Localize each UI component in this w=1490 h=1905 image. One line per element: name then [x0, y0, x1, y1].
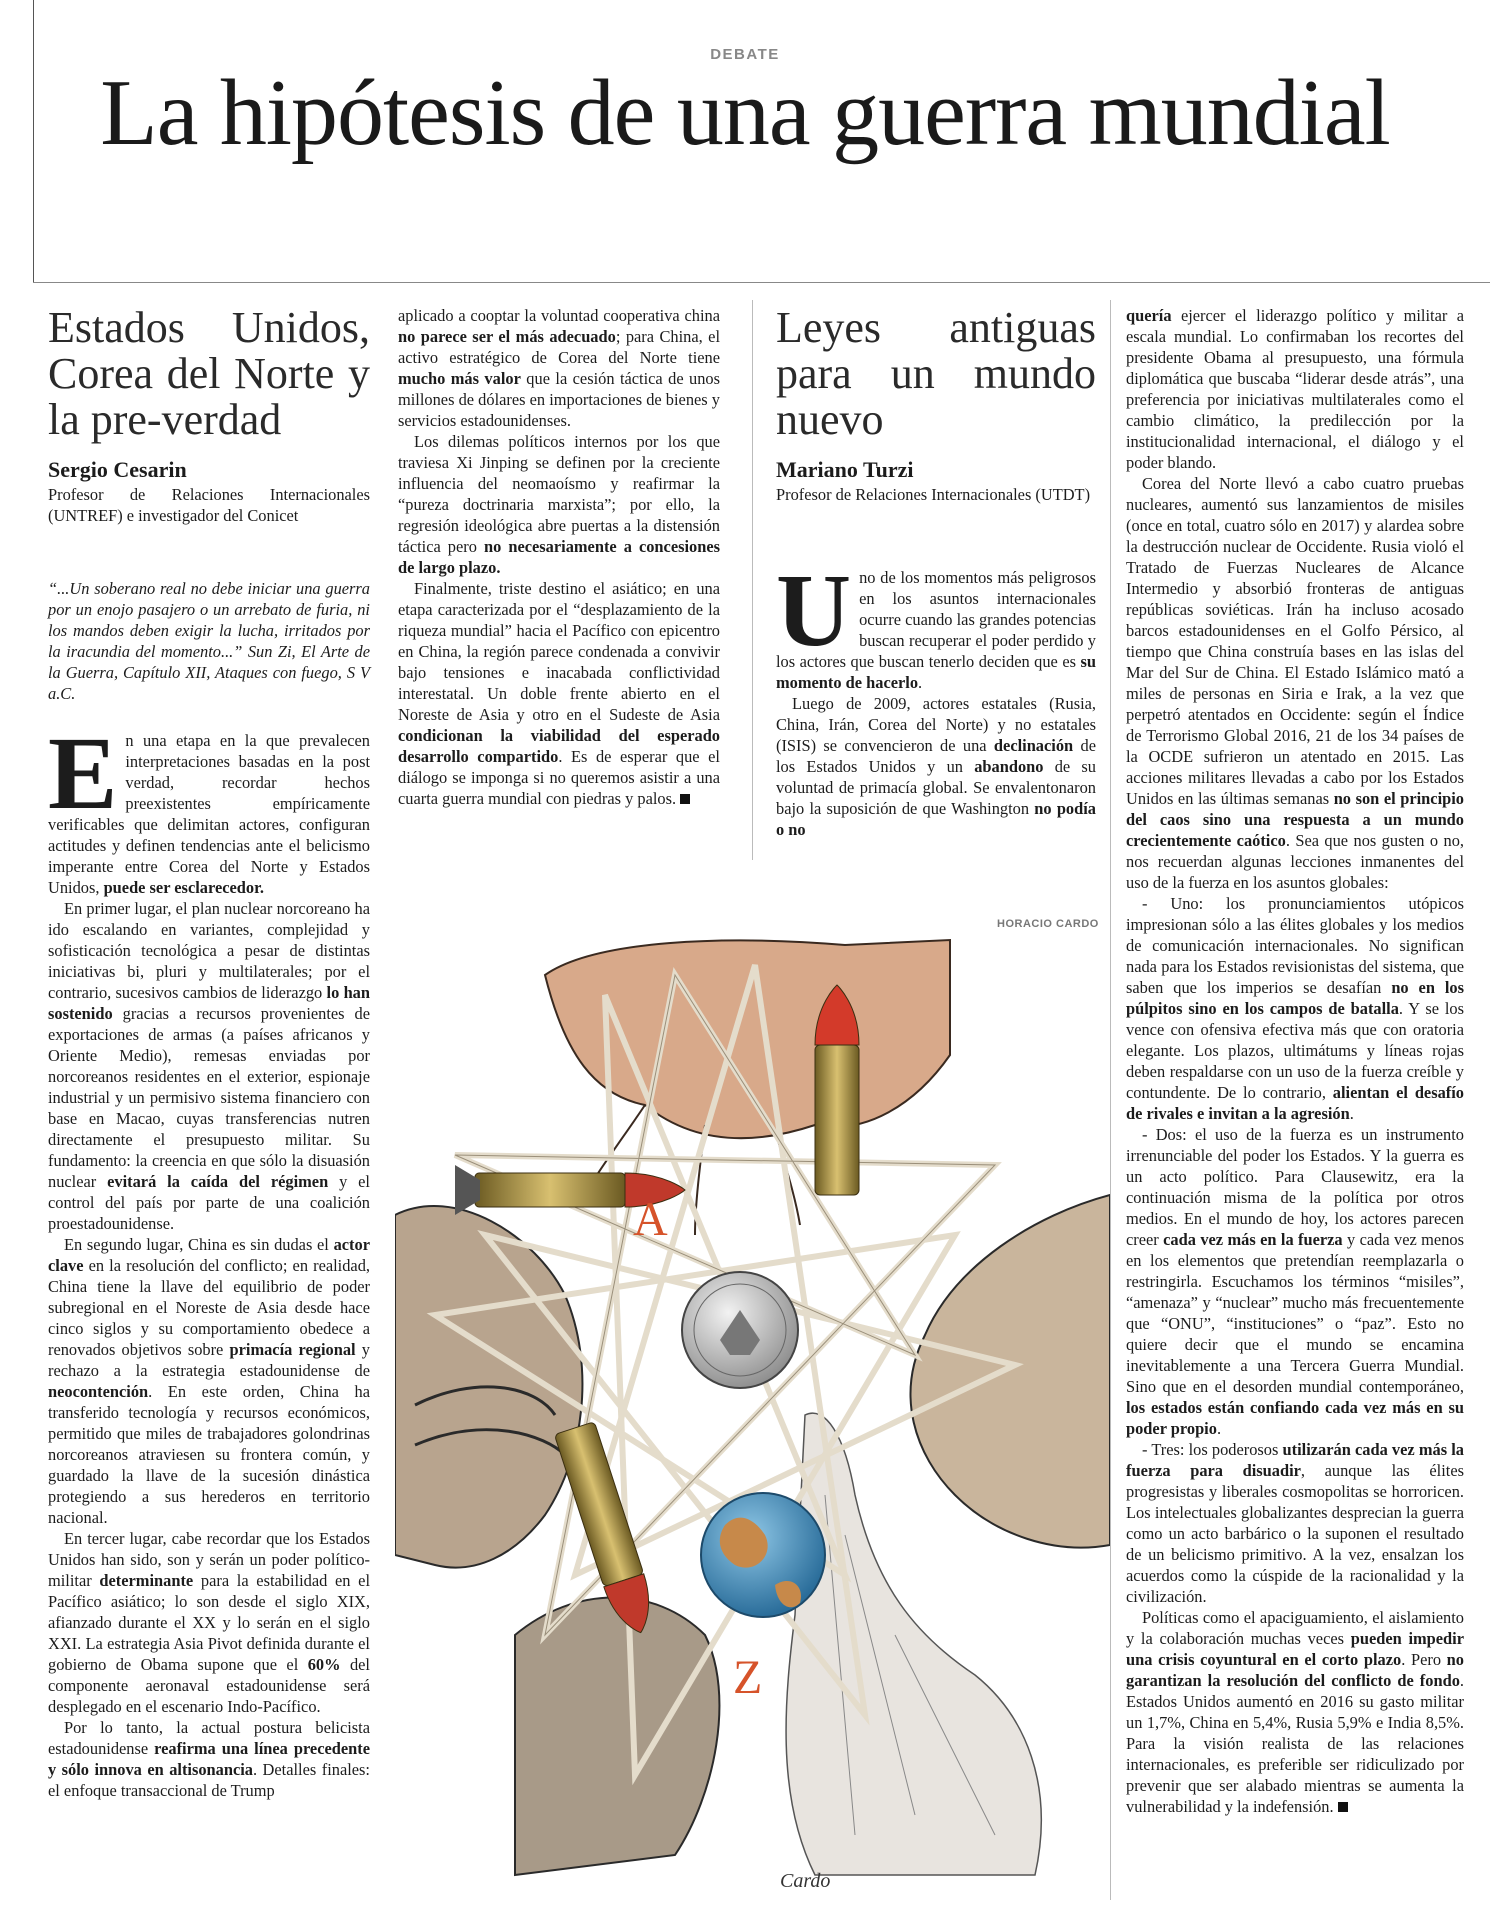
- left-article-author-desc: Profesor de Relaciones Internacionales (UNTREF) e investigador del Conicet: [48, 485, 370, 525]
- illustration: [395, 935, 1110, 1895]
- right-article-paragraph: quería ejercer el liderazgo político y militar a escala mundial. Lo confirmaban los recortes del presidente Obama al presupuesto, una fórmula diplomática que buscaba “liderar desde atrás”, una preferencia por iniciativas multilaterales como el cambio climático, la predilección por la institucionalidad internacional, el diálogo y el poder blando.: [1126, 306, 1464, 472]
- end-mark: [680, 794, 690, 804]
- column-divider: [1110, 300, 1111, 1900]
- left-article-paragraph: Los dilemas políticos internos por los que traviesa Xi Jinping se definen por la creciente influencia del neomaoísmo y reafirmar la “pureza doctrinaria marxista”; por ello, la regresión ideológica abre puertas a la distensión táctica pero no necesariamente a concesiones de largo plazo.: [398, 432, 720, 577]
- right-article-paragraph: - Uno: los pronunciamientos utópicos impresionan sólo a las élites globales y los medios de comunicación internacionales. No significan nada para los Estados revisionistas del sistema, que saben que los imperios se desafían no en los púlpitos sino en los campos de batalla. Y se los vence con ofensiva efectiva más que con oratoria elegante. Los plazos, ultimátums y líneas rojas deben respaldarse con un uso de la fuerza creíble y contundente. De lo contrario, alientan el desafío de rivales e invitan a la agresión.: [1126, 894, 1464, 1123]
- right-article-paragraph: - Tres: los poderosos utilizarán cada vez más la fuerza para disuadir, aunque las élites progresistas y liberales cosmopolitas se horroricen. Los intelectuales globalizantes desprecian la guerra como un acto barbárico o la suponen el resultado de un belicismo primitivo. A la vez, ensalzan los acuerdos como la cúspide de la racionalidad y la civilización.: [1126, 1440, 1464, 1606]
- dropcap: E: [48, 716, 118, 831]
- left-article-title: Estados Unidos, Corea del Norte y la pre-verdad: [48, 303, 370, 444]
- left-article-paragraph: En una etapa en la que prevalecen interpretaciones basadas en la post verdad, recordar hechos preexistentes empíricamente verificables que delimitan actores, configuran actitudes y definen tendencias ante el belicismo imperante entre Corea del Norte y Estados Unidos, puede ser esclarecedor.: [48, 716, 370, 897]
- left-article-paragraph: En tercer lugar, cabe recordar que los Estados Unidos han sido, son y serán un poder político-militar determinante para la estabilidad en el Pacífico asiático; lo son desde el siglo XIX, afianzado durante el XX y lo serán en el siglo XXI. La estrategia Asia Pivot definida durante el gobierno de Obama supone que el 60% del componente aeronaval estadounidense será desplegado en el escenario Indo-Pacífico.: [48, 1529, 370, 1716]
- right-article-paragraph: - Dos: el uso de la fuerza es un instrumento irrenunciable del poder los Estados. Y la guerra es un acto político. Para Clausewitz, era la continuación misma de la política por otros medios. En el mundo de hoy, los actores parecen creer cada vez más en la fuerza y cada vez menos en los elementos que pretendían reemplazarla o restringirla. Escuchamos los términos “misiles”, “amenaza” y “nuclear” mucho más frecuentemente que “ONU”, “instituciones” o “paz”. Esto no quiere decir que el mundo se encamina inevitablemente a una Tercera Guerra Mundial. Sino que en el desorden mundial contemporáneo, los estados están confiando cada vez más en su poder propio.: [1126, 1125, 1464, 1438]
- section-tag: DEBATE: [710, 46, 780, 63]
- left-article-paragraph: Por lo tanto, la actual postura belicista estadounidense reafirma una línea precedente y sólo innova en altisonancia. Detalles finales: el enfoque transaccional de Trump: [48, 1718, 370, 1800]
- page-headline: La hipótesis de una guerra mundial: [100, 61, 1390, 165]
- end-mark: [1338, 1802, 1348, 1812]
- left-article-paragraph: En primer lugar, el plan nuclear norcoreano ha ido escalando en variantes, complejidad y sofisticación tecnológica a pesar de distintas iniciativas bi, pluri y multilaterales; por el contrario, sucesivos cambios de liderazgo lo han sostenido gracias a recursos provenientes de exportaciones de armas (a países africanos y Oriente Medio), remesas enviadas por norcoreanos residentes en el exterior, espionaje industrial y un permisivo sistema financiero con base en Macao, cuyas transferencias nutren directamente el presupuesto militar. Su fundamento: la creencia en que sólo la disuasión nuclear evitará la caída del régimen y el control del país por parte de una coalición proestadounidense.: [48, 899, 370, 1233]
- right-article-paragraph: Políticas como el apaciguamiento, el aislamiento y la colaboración muchas veces pueden impedir una crisis coyuntural en el corto plazo. Pero no garantizan la resolución del conflicto de fondo. Estados Unidos aumentó en 2016 su gasto militar un 1,7%, China en 5,4%, Rusia 5,9% e India 8,5%. Para la visión realista de las relaciones internacionales, es preferible ser ridiculizado por prevenir que ser alabado mientras se aumenta la vulnerabilidad y la indefensión.: [1126, 1608, 1464, 1816]
- left-article-epigraph: “...Un soberano real no debe iniciar una guerra por un enojo pasajero o un arrebato de furia, ni los mandos deben exigir la lucha, irritados por la iracundia del momento...” Sun Zi, El Arte de la Guerra, Capítulo XII, Ataques con fuego, S V a.C.: [48, 579, 370, 703]
- letter-z: Z: [733, 1651, 763, 1704]
- letter-a: A: [633, 1193, 668, 1246]
- left-article-column-1: [48, 305, 370, 1801]
- right-article-author-desc: Profesor de Relaciones Internacionales (UTDT): [776, 485, 1091, 504]
- right-hand: [911, 1195, 1110, 1548]
- illustration-credit: HORACIO CARDO: [997, 918, 1099, 930]
- right-article-paragraph: Luego de 2009, actores estatales (Rusia, China, Irán, Corea del Norte) y no estatales (ISIS) se convencieron de una declinación de los Estados Unidos y un abandono de su voluntad de primacía global. Se envalentonaron bajo la suposición de que Washington no podía o no: [776, 694, 1096, 839]
- bottom-left-hand: [395, 1206, 582, 1568]
- left-article-author: Sergio Cesarin: [48, 457, 187, 482]
- bullet: [815, 985, 859, 1195]
- artist-signature: Cardo: [780, 1870, 831, 1892]
- left-article-paragraph: En segundo lugar, China es sin dudas el actor clave en la resolución del conflicto; en realidad, China tiene la llave del equilibrio de poder subregional en el Noreste de Asia desde hace cinco siglos y su comportamiento obedece a renovados objetivos sobre primacía regional y rechazo a la estrategia estadounidense de neocontención. En este orden, China ha transferido tecnología y recursos económicos, permitido que miles de trabajadores golondrinas norcoreanos atraviesen su frontera común, y guardado la llave de la sucesión dinástica protegiendo a sus herederos en territorio nacional.: [48, 1235, 370, 1527]
- globe: [701, 1493, 825, 1617]
- column-divider: [752, 300, 753, 860]
- right-article-paragraph: Uno de los momentos más peligrosos en los asuntos internacionales ocurre cuando las grandes potencias buscan recuperar el poder perdido y los actores que buscan tenerlo deciden que es su momento de hacerlo.: [776, 553, 1096, 692]
- header-bottom-rule: [33, 282, 1490, 283]
- left-article-column-2: [398, 305, 720, 809]
- left-article-paragraph: aplicado a cooptar la voluntad cooperativa china no parece ser el más adecuado; para China, el activo estratégico de Corea del Norte tiene mucho más valor que la cesión táctica de unos millones de dólares en importaciones de bienes y servicios estadounidenses.: [398, 306, 720, 430]
- right-article-paragraph: Corea del Norte llevó a cabo cuatro pruebas nucleares, aumentó sus lanzamientos de misiles (once en total, cuatro sólo en 2017) y alardea sobre la destrucción nuclear de Occidente. Rusia violó el Tratado de Fuerzas Nucleares de Alcance Intermedio y absorbió fronteras de antiguas repúblicas soviéticas. Irán ha incluso acosado barcos estadounidenses en el Golfo Pérsico, al tiempo que China construía bases en las islas del Mar del Sur de China. El Estado Islámico mató a miles de personas en Siria e Irak, a la vez que perpetró atentados en Occidente: según el Índice de Terrorismo Global 2016, 21 de los 34 países de la OCDE sufrieron un atentado en 2015. Las acciones militares llevadas a cabo por los Estados Unidos en las últimas semanas no son el principio del caos sino una respuesta a un mundo crecientemente caótico. Sea que nos gusten o no, nos recuerdan algunas lecciones inmanentes del uso de la fuerza en los asuntos globales:: [1126, 474, 1464, 892]
- right-article-title: Leyes antiguas para un mundo nuevo: [776, 303, 1096, 444]
- dropcap: U: [776, 553, 852, 668]
- lower-left-hand: [515, 1598, 719, 1876]
- left-article-paragraph: Finalmente, triste destino el asiático; en una etapa caracterizada por el “desplazamiento de la riqueza mundial” hacia el Pacífico con epicentro en China, la región parece condenada a convivir bajo tensiones e inacabada conflictividad interestatal. Un doble frente abierto en el Noreste de Asia y otro en el Sudeste de Asia condicionan la viabilidad del esperado desarrollo compartido. Es de esperar que el diálogo se imponga si no queremos asistir a una cuarta guerra mundial con piedras y palos.: [398, 579, 720, 808]
- right-article-author: Mariano Turzi: [776, 457, 914, 482]
- right-article-column-2: [1126, 305, 1464, 1817]
- right-article-column-1: [776, 305, 1096, 840]
- coin: [682, 1272, 798, 1388]
